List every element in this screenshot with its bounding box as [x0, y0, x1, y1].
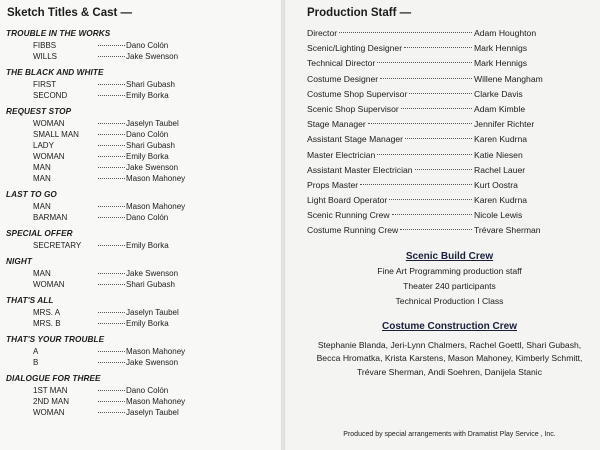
- cast-row: [6, 212, 276, 223]
- dot-leader: [98, 284, 125, 285]
- actor-name: Shari Gubash: [126, 141, 175, 150]
- dot-leader: [98, 84, 125, 85]
- dot-leader: [98, 167, 125, 168]
- staff-person: Adam Kimble: [474, 103, 526, 114]
- actor-name: Jake Swenson: [126, 358, 179, 367]
- role-name: WILLS: [33, 52, 58, 61]
- staff-role: Scenic Shop Supervisor: [307, 103, 399, 114]
- staff-role: Stage Manager: [307, 119, 366, 130]
- sketch-block: [6, 189, 276, 223]
- staff-person: Nicole Lewis: [474, 210, 523, 221]
- role-name: A: [33, 347, 39, 356]
- cast-row: [6, 240, 276, 251]
- dot-leader: [392, 214, 472, 215]
- sketch-block: [6, 106, 276, 184]
- dot-leader: [409, 93, 472, 94]
- scenic-build-line: Fine Art Programming production staff: [377, 265, 522, 276]
- role-name: WOMAN: [33, 152, 65, 161]
- dot-leader: [98, 217, 125, 218]
- cast-row: [6, 201, 276, 212]
- staff-row: [307, 193, 592, 208]
- sketch-title: SPECIAL OFFER: [6, 229, 73, 238]
- dot-leader: [98, 323, 125, 324]
- actor-name: Dano Colón: [126, 386, 169, 395]
- staff-heading: Production Staff —: [307, 7, 412, 19]
- cast-row: [6, 79, 276, 90]
- actor-name: Dano Colón: [126, 130, 169, 139]
- dot-leader: [377, 154, 472, 155]
- dot-leader: [360, 184, 472, 185]
- sketch-title: TROUBLE IN THE WORKS: [6, 29, 111, 38]
- dot-leader: [389, 199, 472, 200]
- names-line: Stephanie Blanda, Jeri-Lynn Chalmers, Rachel Goettl, Shari Gubash,: [317, 339, 582, 350]
- dot-leader: [98, 45, 125, 46]
- cast-row: [6, 118, 276, 129]
- cast-row: [6, 268, 276, 279]
- sketch-block: [6, 67, 276, 101]
- staff-row: [307, 41, 592, 56]
- staff-row: [307, 132, 592, 147]
- staff-row: [307, 148, 592, 163]
- page-spine: [281, 0, 285, 450]
- staff-role: Assistant Master Electrician: [307, 164, 413, 175]
- staff-person: Kurt Oostra: [474, 179, 518, 190]
- cast-row: [6, 318, 276, 329]
- actor-name: Shari Gubash: [126, 80, 175, 89]
- dot-leader: [98, 156, 125, 157]
- cast-row: [6, 279, 276, 290]
- role-name: MAN: [33, 202, 51, 211]
- costume-construction-names: [307, 339, 592, 380]
- dot-leader: [98, 145, 125, 146]
- dot-leader: [405, 138, 472, 139]
- scenic-build-title: Scenic Build Crew: [405, 250, 494, 262]
- staff-role: Scenic/Lighting Designer: [307, 43, 403, 54]
- staff-row: [307, 178, 592, 193]
- dot-leader: [98, 401, 125, 402]
- actor-name: Mason Mahoney: [126, 347, 186, 356]
- actor-name: Jaselyn Taubel: [126, 408, 179, 417]
- cast-row: [6, 51, 276, 62]
- sketch-block: [6, 256, 276, 290]
- role-name: MRS. B: [33, 319, 61, 328]
- cast-row: [6, 151, 276, 162]
- role-name: MAN: [33, 269, 51, 278]
- staff-list: [307, 26, 592, 239]
- staff-person: Clarke Davis: [474, 88, 523, 99]
- actor-name: Jaselyn Taubel: [126, 119, 179, 128]
- actor-name: Mason Mahoney: [126, 174, 186, 183]
- dot-leader: [98, 273, 125, 274]
- role-name: BARMAN: [33, 213, 68, 222]
- dot-leader: [339, 32, 472, 33]
- dot-leader: [98, 412, 125, 413]
- actor-name: Jaselyn Taubel: [126, 308, 179, 317]
- cast-row: [6, 140, 276, 151]
- role-name: MAN: [33, 163, 51, 172]
- cast-row: [6, 407, 276, 418]
- actor-name: Emily Borka: [126, 91, 169, 100]
- staff-role: Costume Designer: [307, 73, 379, 84]
- actor-name: Mason Mahoney: [126, 202, 186, 211]
- staff-role: Technical Director: [307, 58, 376, 69]
- cast-row: [6, 162, 276, 173]
- cast-row: [6, 307, 276, 318]
- staff-row: [307, 163, 592, 178]
- sketch-title: THAT'S ALL: [6, 296, 54, 305]
- sketch-title: DIALOGUE FOR THREE: [6, 374, 101, 383]
- role-name: MRS. A: [33, 308, 61, 317]
- cast-row: [6, 357, 276, 368]
- sketch-title: LAST TO GO: [6, 190, 57, 199]
- sketch-title: THAT'S YOUR TROUBLE: [6, 335, 105, 344]
- sketch-block: [6, 334, 276, 368]
- sketch-title: THE BLACK AND WHITE: [6, 68, 104, 77]
- names-line: Becca Hromatka, Krista Karstens, Mason Mahoney, Kimberly Schmitt,: [316, 353, 583, 364]
- role-name: 1ST MAN: [33, 386, 68, 395]
- staff-row: [307, 87, 592, 102]
- sketch-block: [6, 373, 276, 418]
- cast-heading: Sketch Titles & Cast —: [7, 7, 133, 19]
- staff-person: Mark Hennigs: [474, 43, 528, 54]
- staff-row: [307, 26, 592, 41]
- dot-leader: [98, 206, 125, 207]
- dot-leader: [98, 362, 125, 363]
- actor-name: Jake Swenson: [126, 269, 179, 278]
- dot-leader: [368, 123, 472, 124]
- sketch-block: [6, 295, 276, 329]
- names-line: Trévare Sherman, Andi Soehren, Danijela Stanic: [356, 366, 543, 377]
- role-name: SECOND: [33, 91, 68, 100]
- dot-leader: [98, 390, 125, 391]
- staff-person: Rachel Lauer: [474, 164, 526, 175]
- dot-leader: [401, 108, 472, 109]
- staff-row: [307, 56, 592, 71]
- role-name: 2ND MAN: [33, 397, 70, 406]
- role-name: FIBBS: [33, 41, 57, 50]
- cast-row: [6, 173, 276, 184]
- dot-leader: [98, 56, 125, 57]
- rights-credit: Produced by special arrangements with Dramatist Play Service , Inc.: [343, 431, 556, 438]
- actor-name: Mason Mahoney: [126, 397, 186, 406]
- dot-leader: [380, 78, 472, 79]
- costume-construction-crew: [307, 320, 592, 380]
- dot-leader: [98, 245, 125, 246]
- role-name: MAN: [33, 174, 51, 183]
- scenic-build-line: Theater 240 participants: [403, 280, 496, 291]
- cast-row: [6, 90, 276, 101]
- role-name: FIRST: [33, 80, 57, 89]
- staff-role: Master Electrician: [307, 149, 376, 160]
- cast-row: [6, 385, 276, 396]
- staff-row: [307, 223, 592, 238]
- staff-row: [307, 72, 592, 87]
- dot-leader: [98, 178, 125, 179]
- actor-name: Emily Borka: [126, 152, 169, 161]
- actor-name: Jake Swenson: [126, 163, 179, 172]
- sketch-block: [6, 228, 276, 251]
- role-name: LADY: [33, 141, 54, 150]
- staff-person: Katie Niesen: [474, 149, 523, 160]
- actor-name: Emily Borka: [126, 241, 169, 250]
- dot-leader: [98, 351, 125, 352]
- production-staff-section: [307, 5, 592, 379]
- cast-list: [6, 5, 276, 423]
- staff-person: Karen Kudrna: [474, 134, 528, 145]
- scenic-build-line: Technical Production I Class: [395, 295, 504, 306]
- role-name: WOMAN: [33, 280, 65, 289]
- sketch-title: REQUEST STOP: [6, 107, 72, 116]
- dot-leader: [98, 312, 125, 313]
- staff-row: [307, 208, 592, 223]
- cast-row: [6, 129, 276, 140]
- dot-leader: [98, 95, 125, 96]
- dot-leader: [415, 169, 472, 170]
- staff-person: Willene Mangham: [474, 73, 543, 84]
- sketch-list: [6, 28, 276, 418]
- cast-row: [6, 396, 276, 407]
- scenic-build-crew: [307, 250, 592, 309]
- role-name: WOMAN: [33, 119, 65, 128]
- staff-role: Scenic Running Crew: [307, 210, 390, 221]
- cast-row: [6, 346, 276, 357]
- role-name: B: [33, 358, 39, 367]
- staff-role: Director: [307, 28, 338, 38]
- staff-person: Mark Hennigs: [474, 58, 528, 69]
- role-name: WOMAN: [33, 408, 65, 417]
- staff-row: [307, 117, 592, 132]
- actor-name: Dano Colón: [126, 41, 169, 50]
- cast-row: [6, 40, 276, 51]
- dot-leader: [377, 62, 472, 63]
- staff-role: Costume Running Crew: [307, 225, 399, 236]
- sketch-block: [6, 28, 276, 62]
- actor-name: Emily Borka: [126, 319, 169, 328]
- actor-name: Jake Swenson: [126, 52, 179, 61]
- actor-name: Shari Gubash: [126, 280, 175, 289]
- staff-role: Props Master: [307, 179, 359, 190]
- staff-person: Trévare Sherman: [474, 225, 541, 236]
- staff-role: Assistant Stage Manager: [307, 134, 404, 145]
- actor-name: Dano Colón: [126, 213, 169, 222]
- staff-role: Costume Shop Supervisor: [307, 88, 408, 99]
- dot-leader: [404, 47, 472, 48]
- role-name: SMALL MAN: [33, 130, 79, 139]
- dot-leader: [98, 123, 125, 124]
- staff-person: Jennifer Richter: [474, 119, 535, 130]
- sketch-title: NIGHT: [6, 257, 32, 266]
- staff-person: Karen Kudrna: [474, 195, 528, 206]
- staff-person: Adam Houghton: [474, 28, 537, 38]
- staff-row: [307, 102, 592, 117]
- dot-leader: [400, 229, 472, 230]
- role-name: SECRETARY: [33, 241, 82, 250]
- costume-construction-title: Costume Construction Crew: [381, 320, 517, 332]
- dot-leader: [98, 134, 125, 135]
- staff-role: Light Board Operator: [307, 195, 388, 206]
